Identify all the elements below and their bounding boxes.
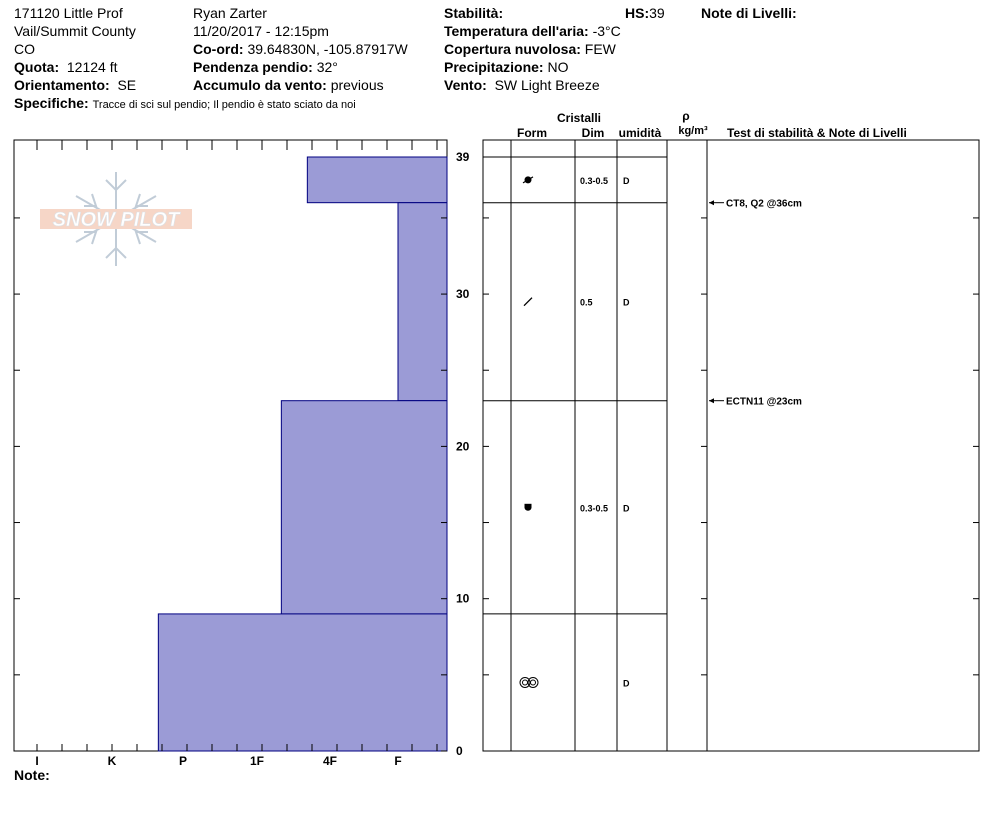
depth-tick-label: 0 (456, 744, 463, 758)
grain-form-icon-1 (523, 176, 533, 183)
depth-tick-label: 30 (456, 287, 470, 302)
datetime: 11/20/2017 - 12:15pm (193, 23, 329, 39)
air-temp-value: -3°C (592, 23, 621, 39)
grain-form-icon-3 (525, 504, 532, 511)
specifics-value: Tracce di sci sul pendio; Il pendio è stato sciato da noi (92, 99, 356, 111)
depth-tick-label: 39 (456, 150, 470, 164)
precip-value: NO (547, 59, 569, 75)
melt-freeze-inner-2 (531, 680, 536, 685)
test-label-1: CT8, Q2 @36cm (726, 198, 802, 210)
hardness-label-4f: 4F (322, 754, 338, 768)
hardness-bars (158, 157, 447, 751)
aspect-label: Orientamento: (14, 77, 110, 93)
fragment-grain-icon (524, 298, 532, 306)
hardness-axis (35, 754, 401, 768)
hardness-bar-2 (398, 203, 447, 401)
observer: Ryan Zarter (193, 5, 267, 21)
cloud-value: FEW (584, 41, 616, 57)
header-density-unit: kg/m³ (678, 125, 708, 137)
melt-freeze-inner (523, 680, 528, 685)
site-state: CO (14, 41, 35, 57)
slope-value: 32° (316, 59, 338, 75)
coordinates-label: Co-ord: (193, 41, 244, 57)
stability-tests (709, 199, 802, 408)
coordinates-value: 39.64830N, -105.87917W (247, 41, 408, 57)
header-moisture: umidità (618, 126, 662, 140)
hardness-label-p: P (178, 754, 188, 768)
hs-value: 39 (649, 5, 665, 21)
layer-table-frame (483, 140, 979, 751)
stability-label: Stabilità: (444, 5, 504, 21)
wind-value: SW Light Breeze (494, 77, 600, 93)
grain-form-icon-4 (520, 677, 538, 687)
hardness-bar-4 (158, 614, 447, 751)
site-name: 171120 Little Prof (14, 5, 123, 21)
header-form: Form (517, 126, 547, 140)
hardness-bar-1 (307, 157, 447, 203)
test-arrow-head-2 (709, 398, 714, 403)
header-crystals: Cristalli (556, 111, 602, 125)
header-dim: Dim (581, 126, 605, 140)
hardness-label-1f: 1F (249, 754, 265, 768)
table-headers (517, 109, 907, 140)
logo-text: SNOW PILOT (52, 209, 180, 231)
snowpilot-logo (40, 172, 192, 266)
air-temp-label: Temperatura dell'aria: (444, 23, 589, 39)
layer-notes-label: Note di Livelli: (701, 5, 797, 21)
elevation-label: Quota: (14, 59, 60, 75)
wind-label: Vento: (444, 77, 487, 93)
site-location: Vail/Summit County (14, 23, 136, 39)
slope-label: Pendenza pendio: (193, 59, 313, 75)
grain-size-1: 0.3-0.5 (580, 175, 609, 186)
moisture-4: D (623, 678, 630, 689)
header-rho: ρ (682, 109, 690, 123)
wind-load-value: previous (330, 77, 384, 93)
header-stability-notes: Test di stabilità & Note di Livelli (727, 126, 907, 140)
moisture-3: D (623, 503, 630, 514)
grain-size-3: 0.3-0.5 (580, 503, 609, 514)
hardness-bar-3 (281, 401, 447, 614)
depth-tick-label: 20 (456, 439, 470, 454)
facet-grain-icon (525, 504, 532, 508)
wind-load-label: Accumulo da vento: (193, 77, 327, 93)
test-arrow-head-1 (709, 200, 714, 205)
test-label-2: ECTN11 @23cm (726, 396, 802, 408)
specifics-label: Specifiche: (14, 95, 89, 111)
grain-size-2: 0.5 (580, 297, 593, 308)
grain-form-icon-2 (524, 298, 532, 306)
depth-tick-label: 10 (456, 591, 470, 606)
precip-label: Precipitazione: (444, 59, 544, 75)
aspect-value: SE (117, 77, 137, 93)
note-label: Note: (14, 767, 50, 783)
elevation-value: 12124 ft (66, 59, 118, 75)
cloud-label: Copertura nuvolosa: (444, 41, 581, 57)
right-ticks (483, 218, 979, 751)
hardness-label-i: I (35, 754, 39, 768)
moisture-1: D (623, 175, 630, 186)
facet-grain-round (525, 507, 532, 511)
hardness-label-f: F (394, 754, 402, 768)
moisture-2: D (623, 297, 630, 308)
hs-label: HS: (625, 5, 650, 21)
layer-table-columns (511, 140, 707, 751)
hardness-label-k: K (107, 754, 117, 768)
